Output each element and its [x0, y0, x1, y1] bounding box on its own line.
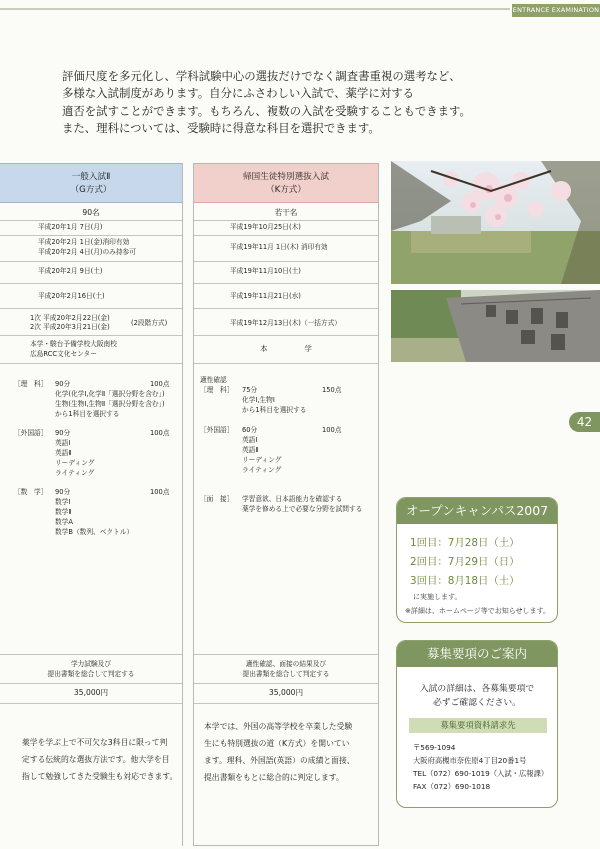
- subject-points: 100点: [150, 380, 170, 388]
- application-text: 入試の詳細は、各募集要項で: [419, 684, 535, 694]
- subject-detail: リーディング: [55, 459, 95, 467]
- venue-2: 広島RCC文化センター: [30, 350, 97, 358]
- open-campus-detail: ※詳細は、ホームページ等でお知らせします。: [405, 607, 550, 615]
- column-g-method: [0, 163, 183, 846]
- subject-detail: 化学Ⅰ,生物Ⅰ: [242, 396, 275, 404]
- subject-label: 適性確認: [200, 376, 227, 384]
- intro-line: 評価尺度を多元化し、学科試験中心の選抜だけでなく調査書重視の選考など、: [62, 69, 461, 83]
- open-campus-date: 3回目：8月18日（土）: [410, 575, 520, 587]
- subject-label: ［外国語］: [14, 429, 48, 437]
- procedure: 平成19年12月13日(木)（一括方式）: [230, 319, 341, 327]
- subject-points: 100点: [322, 426, 342, 434]
- subject-time: 90分: [55, 380, 71, 388]
- desc-line: ます。理科、外国語(英語）の成績と面接、: [204, 756, 355, 765]
- judge-1: 学力試験及び: [70, 660, 112, 668]
- quota: 90名: [82, 208, 100, 217]
- exam-date: 平成20年2月 9日(土): [38, 267, 103, 275]
- subject-points: 150点: [322, 386, 342, 394]
- campus-stone-monument-photo: [391, 290, 600, 362]
- procedure-2: 2次 平成20年3月21日(金): [30, 323, 110, 331]
- column-k-title: 帰国生徒特別選抜入試: [243, 172, 329, 182]
- page-number-badge: 42: [569, 412, 600, 432]
- subject-label: ［理 科］: [200, 386, 234, 394]
- desc-line: 生にも特別選抜の道（K方式）を開いてい: [204, 739, 350, 748]
- subject-label: ［外国語］: [200, 426, 234, 434]
- subject-time: 75分: [242, 386, 258, 394]
- quota: 若干名: [274, 208, 298, 217]
- judge-1: 適性確認、面接の結果及び: [245, 660, 327, 668]
- venue: 本 学: [260, 344, 312, 353]
- exam-date: 平成19年11月10日(土): [230, 267, 301, 275]
- subject-detail: 数学A: [55, 518, 73, 526]
- subject-detail: 数学Ⅰ: [55, 498, 71, 506]
- subject-detail: 英語Ⅰ: [242, 436, 258, 444]
- deadline-2: 平成20年2月 4日(月)のみ持参可: [38, 248, 136, 256]
- judge-2: 提出書類を総合して判定する: [47, 670, 135, 678]
- application-text: 必ずご確認ください。: [433, 698, 521, 708]
- fax: FAX（072）690-1018: [413, 782, 491, 791]
- subject-label: ［理 科］: [14, 380, 48, 388]
- subject-detail: 化学(化学Ⅰ,化学Ⅱ「選択分野を含む」): [55, 390, 165, 398]
- column-g-header: [0, 163, 182, 203]
- subject-detail: 生物(生物Ⅰ,生物Ⅱ「選択分野を含む」): [55, 400, 165, 408]
- subject-detail: 英語Ⅰ: [55, 439, 71, 447]
- open-campus-date: 1回目：7月28日（土）: [410, 537, 520, 549]
- exam-fee: 35,000円: [73, 688, 109, 697]
- desc-line: 定する伝統的な選抜方法です。他大学を目: [22, 755, 170, 764]
- result-date: 平成19年11月21日(水): [230, 292, 301, 300]
- request-label: 募集要項資料請求先: [409, 718, 547, 733]
- procedure-note: (2段階方式): [131, 319, 168, 327]
- subject-label: ［数 学］: [14, 488, 48, 496]
- intro-line: 多様な入試制度があります。自分にふさわしい入試で、薬学に対する: [62, 86, 414, 101]
- subject-detail: 英語Ⅱ: [55, 449, 72, 457]
- column-k-header: [194, 163, 378, 203]
- subject-detail: 英語Ⅱ: [242, 446, 259, 454]
- column-k-subtitle: （K方式）: [265, 185, 306, 195]
- venue-1: 本学・駿台予備学校大阪南校: [30, 340, 117, 348]
- desc-line: 薬学を学ぶ上で不可欠な3科目に限って判: [22, 738, 168, 747]
- subject-detail: から1科目を選択する: [242, 406, 307, 414]
- subject-detail: ライティング: [242, 466, 282, 474]
- interview-detail: 学習意欲、日本語能力を確認する: [242, 495, 343, 503]
- open-campus-date: 2回目：7月29日（日）: [410, 556, 520, 568]
- postal-code: 〒569-1094: [413, 743, 456, 752]
- procedure-1: 1次 平成20年2月22日(金): [30, 314, 110, 322]
- subject-detail: リーディング: [242, 456, 282, 464]
- result-date: 平成20年2月16日(土): [38, 292, 105, 300]
- open-campus-title: オープンキャンパス2007: [397, 498, 557, 524]
- desc-line: 提出書類をもとに総合的に判定します。: [204, 773, 344, 782]
- desc-line: 指して勉強してきた受験生も対応できます。: [22, 772, 178, 781]
- deadline: 平成19年11月 1日(木) 消印有効: [230, 243, 328, 251]
- subject-time: 90分: [55, 488, 71, 496]
- app-period: 平成19年10月25日(木): [230, 223, 301, 231]
- subject-detail: 数学Ⅱ: [55, 508, 72, 516]
- open-campus-note: に実施します。: [413, 593, 462, 601]
- open-campus-box: [396, 497, 558, 623]
- column-k-method: [193, 163, 379, 846]
- subject-time: 60分: [242, 426, 258, 434]
- subject-detail: 数学B（数列、ベクトル）: [55, 528, 134, 536]
- subject-detail: から1科目を選択する: [55, 410, 120, 418]
- desc-line: 本学では、外国の高等学校を卒業した受験: [204, 722, 353, 731]
- application-guide-title: 募集要項のご案内: [397, 641, 557, 667]
- subject-detail: ライティング: [55, 469, 95, 477]
- header-rule: [0, 8, 510, 10]
- subject-points: 100点: [150, 488, 170, 496]
- judge-2: 提出書類を総合して判定する: [242, 670, 330, 678]
- section-label: ENTRANCE EXAMINATION: [512, 4, 600, 17]
- column-g-title: 一般入試Ⅱ: [71, 172, 111, 182]
- app-period: 平成20年1月 7日(月): [38, 223, 103, 231]
- address: 大阪府高槻市奈佐原4丁目20番1号: [413, 756, 527, 765]
- exam-fee: 35,000円: [268, 688, 304, 697]
- interview-detail: 薬学を修める上で必要な分野を試問する: [242, 505, 363, 513]
- subject-points: 100点: [150, 429, 170, 437]
- intro-line: また、理科については、受験時に得意な科目を選択できます。: [62, 120, 380, 135]
- column-g-subtitle: （G方式）: [70, 185, 112, 195]
- phone: TEL（072）690-1019（入試・広報課）: [413, 769, 549, 778]
- subject-time: 90分: [55, 429, 71, 437]
- cherry-blossom-photo: [391, 161, 600, 284]
- deadline-1: 平成20年2月 1日(金)消印有効: [38, 238, 130, 246]
- application-guide-box: [396, 640, 558, 808]
- intro-text: [62, 68, 471, 137]
- intro-line: 適否を試すことができます。もちろん、複数の入試を受験することもできます。: [62, 103, 471, 118]
- subject-label: ［面 接］: [200, 495, 234, 503]
